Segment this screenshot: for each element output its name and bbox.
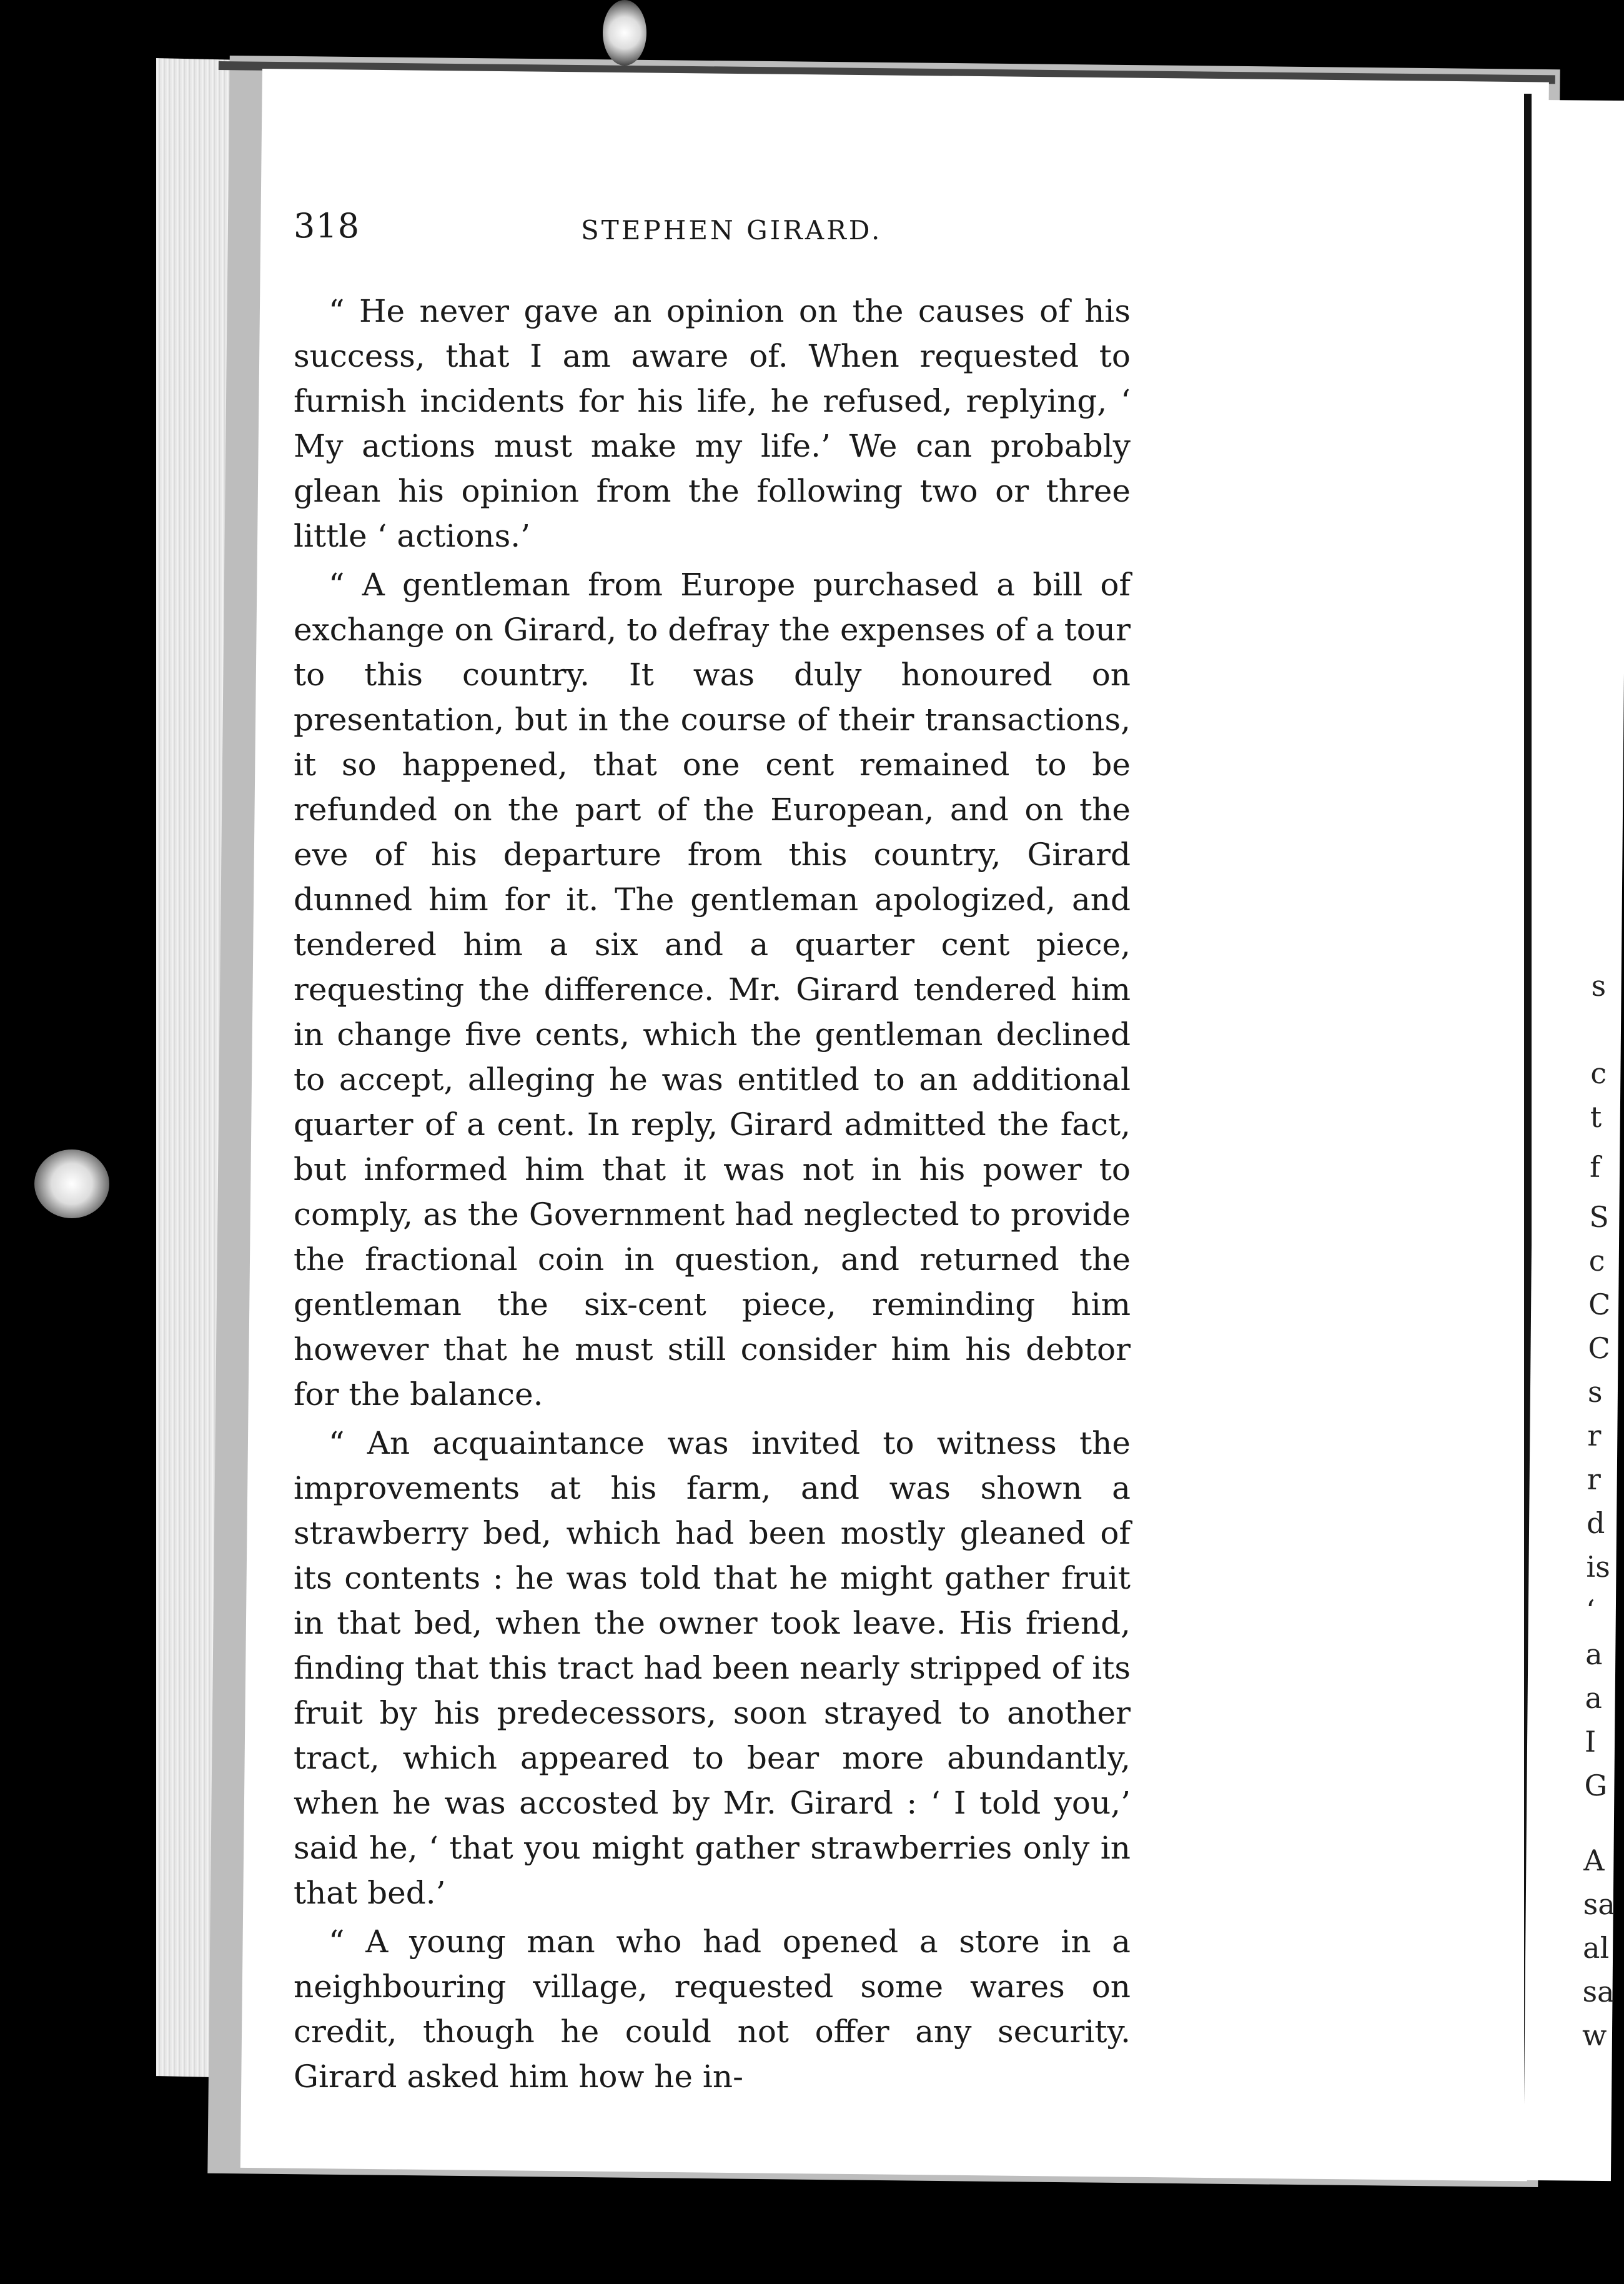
adjacent-page-fragment: r	[1587, 1418, 1602, 1452]
adjacent-page-fragment: sa	[1582, 1974, 1615, 2009]
adjacent-page-text	[1523, 100, 1624, 2181]
page-number: 318	[294, 206, 360, 246]
paragraph: “ He never gave an opinion on the causes of his success, that I am aware of. When requested to furnish incidents for his life, he refused, replying, ‘ My actions must make my life.’ We can probably glean his opinion from the following two or three little ‘ actions.’	[294, 293, 1131, 554]
paragraph: “ A gentleman from Europe purchased a bill of exchange on Girard, to defray the expenses of a tour to this country. It was duly honoured on presentation, but in the course of their transactions, it so happened, that one cent remained to be refunded on the part of the European, and on the eve of his departure from this country, Girard dunned him for it. The gentleman apologized, and tendered him a six and a quarter cent piece, requesting the difference. Mr. Girard tendered him in change five cents, which the gentleman declined to accept, alleging he was entitled to an additional quarter of a cent. In reply, Girard admitted the fact, but informed him that it was not in his power to comply, as the Government had neglected to provide the fractional coin in question, and returned the gentleman the six-cent piece, reminding him however that he must still consider him his debtor for the balance.	[294, 567, 1131, 1413]
adjacent-page-fragment: s	[1591, 968, 1607, 1003]
paragraph: “ A young man who had opened a store in a neighbouring village, requested some wares on credit, though he could not offer any security. Girard asked him how he in-	[294, 1924, 1131, 2095]
running-title: STEPHEN GIRARD.	[581, 215, 883, 246]
scan-artifact-top	[603, 0, 646, 66]
adjacent-page-fragment: A	[1583, 1843, 1605, 1877]
adjacent-page-fragment: c	[1590, 1056, 1607, 1090]
scan-artifact-left	[34, 1149, 109, 1218]
adjacent-page-fragment: t	[1590, 1100, 1602, 1134]
adjacent-page-fragment: c	[1588, 1243, 1605, 1278]
adjacent-page-fragment: w	[1582, 2018, 1607, 2053]
adjacent-page-fragment: a	[1585, 1637, 1603, 1671]
paragraph: “ An acquaintance was invited to witness the improvements at his farm, and was shown a strawberry bed, which had been mostly gleaned of its contents : he was told that he might gather fruit in that bed, when the owner took leave. His friend, finding that this tract had been nearly stripped of its fruit by his predecessors, soon strayed to another tract, which appeared to bear more abundantly, when he was accosted by Mr. Girard : ‘ I told you,’ said he, ‘ that you might gather strawberries only in that bed.’	[294, 1425, 1131, 1911]
body-text	[294, 289, 1131, 2099]
adjacent-page-fragment: C	[1588, 1287, 1611, 1322]
adjacent-page-fragment: al	[1582, 1930, 1610, 1965]
adjacent-page-fragment: C	[1588, 1331, 1611, 1366]
adjacent-page	[1523, 100, 1624, 2181]
adjacent-page-fragment: d	[1586, 1506, 1605, 1540]
adjacent-page-fragment: I	[1584, 1724, 1597, 1759]
adjacent-page-fragment: f	[1589, 1149, 1601, 1184]
adjacent-page-fragment: a	[1585, 1681, 1603, 1715]
adjacent-page-fragment: r	[1587, 1462, 1601, 1496]
running-head	[294, 206, 1131, 262]
adjacent-page-fragment: is	[1586, 1549, 1611, 1584]
adjacent-page-fragment: ‘	[1585, 1593, 1595, 1627]
adjacent-page-fragment: G	[1584, 1768, 1608, 1803]
page-content	[294, 206, 1131, 2099]
adjacent-page-fragment: S	[1589, 1199, 1610, 1234]
adjacent-page-fragment: sa	[1583, 1887, 1616, 1922]
adjacent-page-fragment: s	[1587, 1374, 1603, 1409]
